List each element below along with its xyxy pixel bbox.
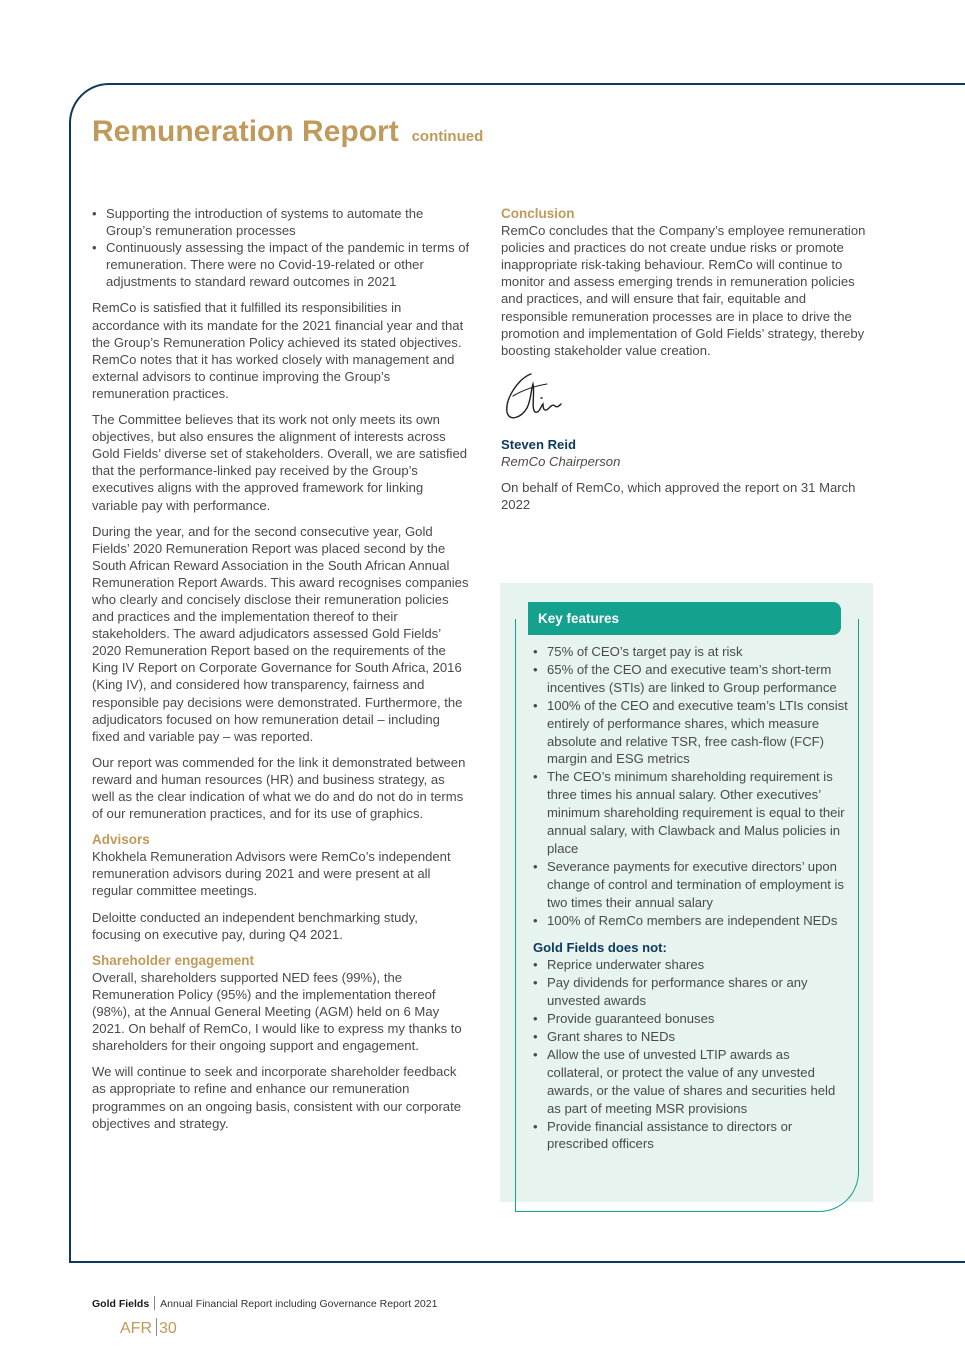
page-title xyxy=(92,112,483,149)
shareholder-engagement-heading: Shareholder engagement xyxy=(92,952,255,968)
list-item: • Provide financial assistance to directors or prescribed officers xyxy=(533,1118,848,1154)
signer-role: RemCo Chairperson xyxy=(501,453,621,469)
list-item: • 65% of the CEO and executive team’s short-term incentives (STIs) are linked to Group performance xyxy=(533,661,848,697)
paragraph: Khokhela Remuneration Advisors were RemCo’s independent remuneration advisors during 2021 and were present at all regular committee meetings. xyxy=(92,849,451,899)
list-item: • Allow the use of unvested LTIP awards as collateral, or protect the value of any unvested awards, or the value of shares and securities held as part of meeting MSR provisions xyxy=(533,1046,848,1118)
title-suffix: continued xyxy=(411,128,484,145)
does-not-heading: Gold Fields does not: xyxy=(533,939,667,955)
page-number xyxy=(120,1318,177,1338)
signature xyxy=(501,368,866,426)
key-features-content xyxy=(533,643,848,1162)
intro-bullet-list xyxy=(92,205,470,290)
key-features-title: Key features xyxy=(538,611,620,626)
signer-name: Steven Reid xyxy=(501,436,576,452)
list-item: • Severance payments for executive directors’ upon change of control and termination of employment is two times their annual salary xyxy=(533,858,848,912)
footer-report-name: Annual Financial Report including Governance Report 2021 xyxy=(160,1298,438,1310)
page-number-value: 30 xyxy=(159,1320,177,1337)
paragraph: We will continue to seek and incorporate shareholder feedback as appropriate to refine and enhance our remuneration programmes on an ongoing basis, consistent with our corporate objectives and strategy. xyxy=(92,1064,462,1131)
conclusion-heading: Conclusion xyxy=(501,206,575,221)
list-item: • 75% of CEO’s target pay is at risk xyxy=(533,643,848,661)
list-item: • 100% of RemCo members are independent NEDs xyxy=(533,912,848,930)
key-features-tab xyxy=(528,602,841,635)
right-column xyxy=(501,205,866,522)
approval-note: On behalf of RemCo, which approved the report on 31 March 2022 xyxy=(501,480,856,513)
list-item: • The CEO’s minimum shareholding requirement is three times his annual salary. Other executives’ minimum shareholding requirement is equal to their annual salary, with Clawback and Malus policies in place xyxy=(533,768,848,858)
paragraph: Our report was commended for the link it demonstrated between reward and human resources (HR) and business strategy, as well as the clear indication of what we do and do not do in terms of our remuneration practices, and for its use of graphics. xyxy=(92,754,466,822)
list-item: • Reprice underwater shares xyxy=(533,956,848,974)
footer xyxy=(92,1296,437,1310)
paragraph: The Committee believes that its work not only meets its own objectives, but also ensures the alignment of interests across Gold Fields’ diverse set of stakeholders. Overall, we are satisfied that the performance-linked pay received by the Group’s executives aligns with the approved framework for linking variable pay with performance. xyxy=(92,412,468,513)
list-item: • Provide guaranteed bonuses xyxy=(533,1010,848,1028)
list-item: • Continuously assessing the impact of the pandemic in terms of remuneration. There were no Covid-19-related or other adjustments to standard reward outcomes in 2021 xyxy=(92,239,470,290)
advisors-heading: Advisors xyxy=(92,832,150,848)
footer-brand: Gold Fields xyxy=(92,1298,150,1310)
paragraph: Overall, shareholders supported NED fees (99%), the Remuneration Policy (95%) and the implementation thereof (98%), at the Annual General Meeting (AGM) held on 6 May 2021. On behalf of RemCo, I would like to express my thanks to shareholders for their ongoing support and engagement. xyxy=(92,969,462,1054)
signature-image xyxy=(501,368,571,426)
key-features-list xyxy=(533,643,848,930)
paragraph: RemCo is satisfied that it fulfilled its responsibilities in accordance with its mandate for the 2021 financial year and that the Group’s Remuneration Policy achieved its stated objectives. RemCo notes that it has worked closely with management and external advisors to continue improving the Group’s remuneration practices. xyxy=(92,300,464,401)
section-label: AFR xyxy=(120,1320,152,1337)
title-main: Remuneration Report xyxy=(92,115,399,148)
list-item: • Grant shares to NEDs xyxy=(533,1028,848,1046)
list-item: • Pay dividends for performance shares or any unvested awards xyxy=(533,974,848,1010)
left-column xyxy=(92,205,470,1141)
does-not-list xyxy=(533,956,848,1153)
list-item: • 100% of the CEO and executive team’s LTIs consist entirely of performance shares, which measure absolute and relative TSR, free cash-flow (FCF) margin and ESG metrics xyxy=(533,697,848,769)
paragraph: During the year, and for the second consecutive year, Gold Fields’ 2020 Remuneration Report was placed second by the South African Reward Association in the South African Annual Remuneration Report Awards. This award recognises companies who clearly and concisely disclose their remuneration policies and practices and the implementation thereof to their stakeholders. The award adjudicators assessed Gold Fields’ 2020 Remuneration Report based on the requirements of the King IV Report on Corporate Governance for South Africa, 2016 (King IV), and considered how transparency, fairness and responsible pay decisions were demonstrated. Furthermore, the adjudicators focused on how remuneration detail – including fixed and variable pay – was reported. xyxy=(92,523,469,744)
conclusion-paragraph: RemCo concludes that the Company’s employee remuneration policies and practices do not create undue risks or promote inappropriate risk-taking behaviour. RemCo will continue to monitor and assess emerging trends in remuneration policies and practices, and will ensure that fair, equitable and responsible remuneration processes are in place to drive the promotion and implementation of Gold Fields’ strategy, thereby boosting stakeholder value creation. xyxy=(501,223,866,358)
paragraph: Deloitte conducted an independent benchmarking study, focusing on executive pay, during Q4 2021. xyxy=(92,909,418,942)
list-item: • Supporting the introduction of systems to automate the Group’s remuneration processes xyxy=(92,205,470,239)
page-number-divider xyxy=(156,1318,157,1336)
footer-divider xyxy=(154,1296,155,1310)
